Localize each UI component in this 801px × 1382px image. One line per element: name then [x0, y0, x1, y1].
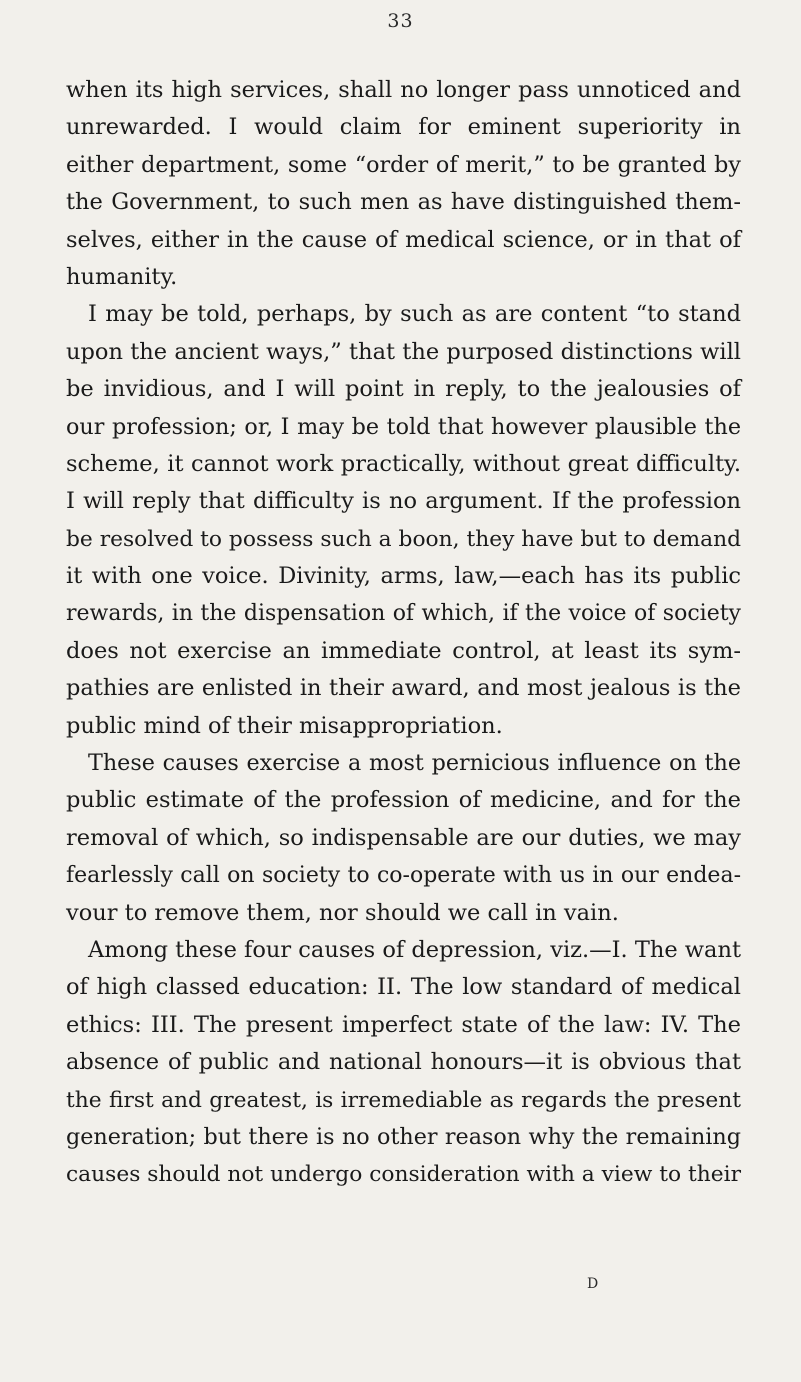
text-line: vour to remove them, nor should we call in vain.	[66, 899, 619, 926]
text-line: humanity.	[66, 263, 178, 290]
text-line: does not exercise an immediate control, at least its sym-	[66, 637, 741, 664]
body-text	[66, 72, 741, 1194]
text-line: public mind of their misappropriation.	[66, 712, 503, 739]
text-line: selves, either in the cause of medical science, or in that of	[66, 226, 741, 253]
text-line: public estimate of the profession of medicine, and for the	[66, 787, 741, 814]
text-line: our profession; or, I may be told that however plausible the	[66, 413, 741, 440]
text-line: the Government, to such men as have distinguished them-	[66, 189, 741, 216]
text-line: be resolved to possess such a boon, they have but to demand	[66, 526, 742, 552]
page-number: 33	[387, 10, 414, 32]
text-line: when its high services, shall no longer pass unnoticed and	[66, 77, 741, 103]
text-line: unrewarded. I would claim for eminent superiority in	[66, 114, 741, 141]
text-line: I may be told, perhaps, by such as are content “to stand	[88, 301, 741, 328]
text-line: I will reply that difficulty is no argument. If the profession	[66, 488, 741, 515]
text-line: upon the ancient ways,” that the purposed distinctions will	[66, 338, 741, 365]
text-line: the first and greatest, is irremediable as regards the present	[66, 1087, 741, 1113]
signature-mark: D	[587, 1276, 599, 1292]
text-line: Among these four causes of depression, viz.—I. The want	[88, 936, 742, 963]
text-line: These causes exercise a most pernicious influence on the	[88, 750, 741, 777]
text-line: generation; but there is no other reason why the remaining	[66, 1123, 741, 1150]
text-line: scheme, it cannot work practically, without great difficulty.	[66, 450, 741, 477]
text-line: pathies are enlisted in their award, and most jealous is the	[66, 675, 741, 702]
text-line: be invidious, and I will point in reply, to the jealousies of	[66, 376, 741, 403]
text-line: ethics: III. The present imperfect state of the law: IV. The	[66, 1011, 741, 1038]
text-line: removal of which, so indispensable are our duties, we may	[66, 824, 741, 851]
text-line: absence of public and national honours—it is obvious that	[66, 1049, 741, 1076]
text-line: either department, some “order of merit,” to be granted by	[66, 151, 741, 178]
text-line: rewards, in the dispensation of which, if the voice of society	[66, 601, 741, 627]
text-line: fearlessly call on society to co-operate with us in our endea-	[66, 863, 741, 889]
text-line: causes should not undergo consideration with a view to their	[66, 1162, 741, 1188]
text-line: of high classed education: II. The low standard of medical	[66, 974, 741, 1001]
text-line: it with one voice. Divinity, arms, law,—each has its public	[66, 563, 741, 590]
